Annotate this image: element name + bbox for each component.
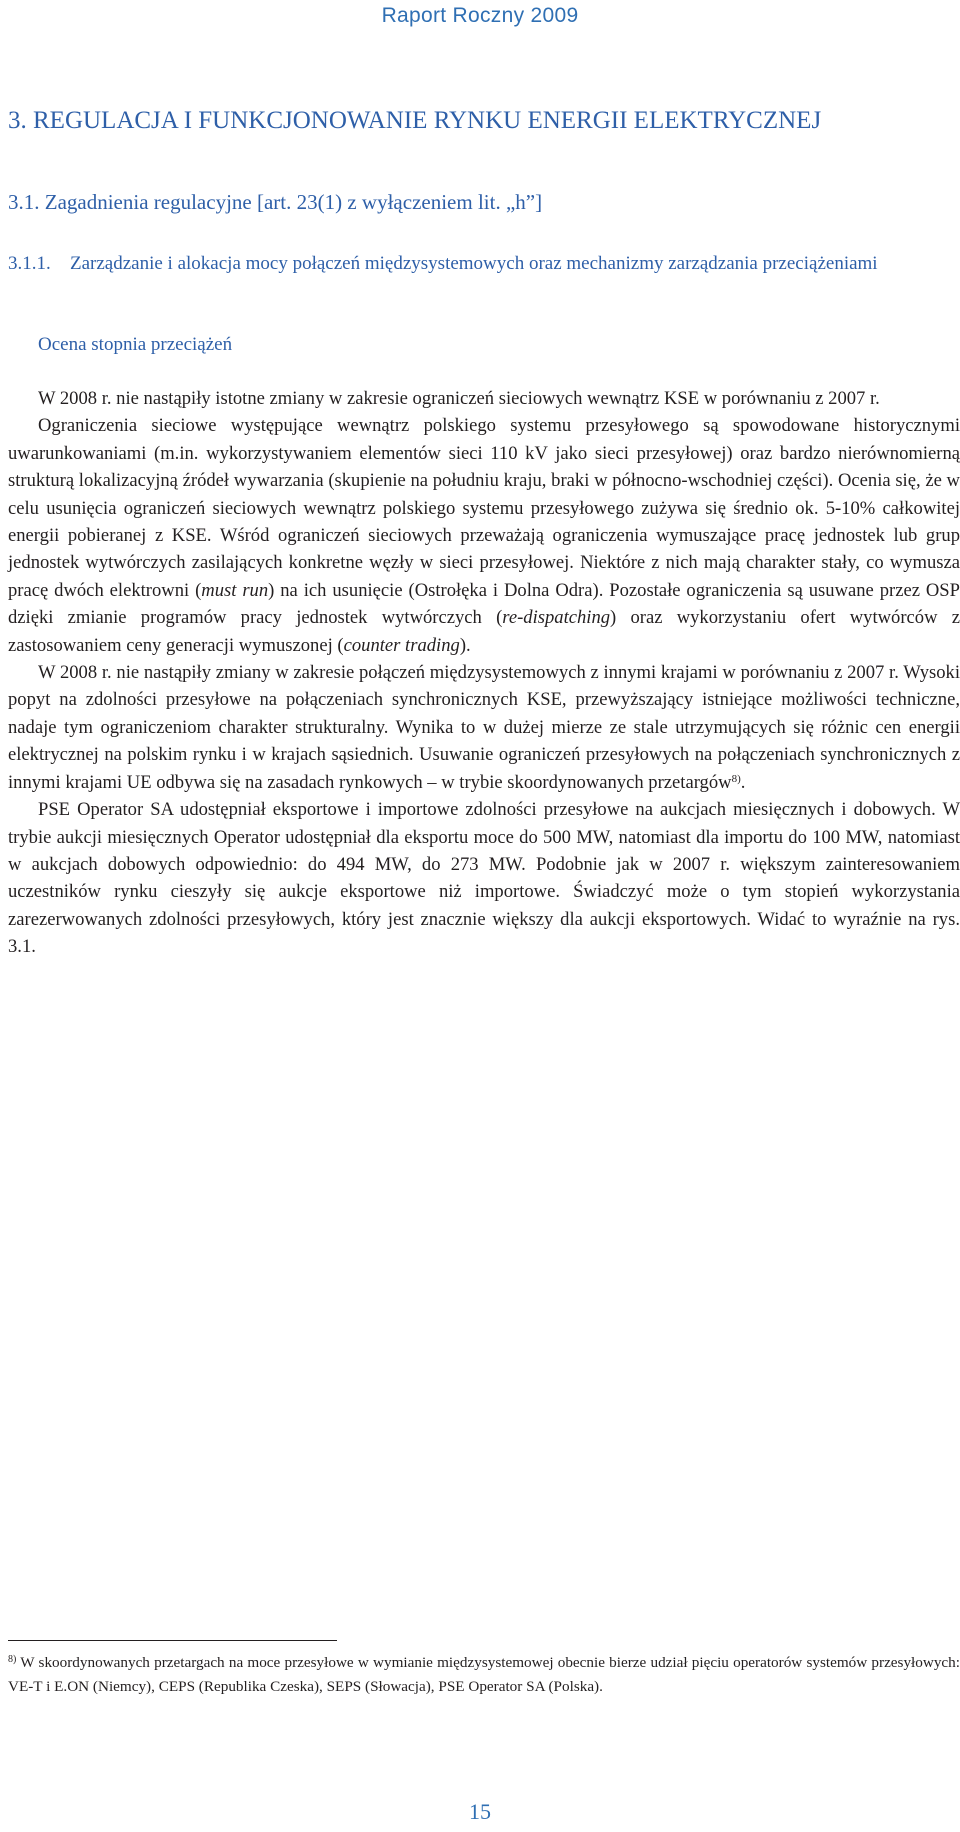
paragraph-2-part-a: Ograniczenia sieciowe występujące wewnątrz polskiego systemu przesyłowego są spowodowane historycznymi uwarunkowaniami (m.in. wykorzystywaniem elementów sieci 110 kV jako sieci przesyłowej) oraz bardzo nierównomierną strukturą lokalizacyjną źródeł wywarzania (skupienie na południu kraju, braki w północno-wschodniej części). Ocenia się, że w celu usunięcia ograniczeń sieciowych wewnątrz polskiego systemu przesyłowego zużywa się średnio ok. 5-10% całkowitej energii pobieranej z KSE. Wśród ograniczeń sieciowych przeważają ograniczenia wymuszające pracę jednostek lub grup jednostek wytwórczych zasilających konkretne węzły w sieci przesyłowej. Niektóre z nich mają charakter stały, co wymusza pracę dwóch elektrowni ( [8, 415, 960, 601]
subheading: Ocena stopnia przeciążeń [38, 334, 233, 355]
footnote-mark [8, 1651, 16, 1675]
paragraph-2 [8, 412, 960, 659]
subsection-heading [8, 250, 938, 278]
paragraph-3-end: . [740, 771, 746, 793]
paragraph-2-part-d: ). [459, 634, 471, 656]
page-number: 15 [469, 1799, 491, 1824]
running-header: Raport Roczny 2009 [381, 4, 579, 27]
section-heading: 3.1. Zagadnienia regulacyjne [art. 23(1) z wyłączeniem lit. „h”] [8, 190, 543, 214]
paragraph-2-part-b: ) na ich usunięcie (Ostrołęka i Dolna Odra). Pozostałe ograniczenia są usuwane przez OSP dzięki zmianie programów pracy jednostek wytwórczych ( [8, 579, 960, 629]
footnote-mark-number: 8) [8, 1654, 17, 1665]
paragraph-3 [8, 659, 960, 796]
paragraph-1: W 2008 r. nie nastąpiły istotne zmiany w zakresie ograniczeń sieciowych wewnątrz KSE w porównaniu z 2007 r. [38, 388, 880, 409]
paragraph-4: PSE Operator SA udostępniał eksportowe i importowe zdolności przesyłowe na aukcjach miesięcznych i dobowych. W trybie aukcji miesięcznych Operator udostępniał dla eksportu moce do 500 MW, natomiast dla importu do 100 MW, natomiast w aukcjach dobowych odpowiednio: do 494 MW, do 273 MW. Podobnie jak w 2007 r. większym zainteresowaniem uczestników rynku cieszyły się aukcje eksportowe niż importowe. Świadczyć może o tym stopień wykorzystania zarezerwowanych zdolności przesyłowych, który jest znacznie większy dla aukcji eksportowych. Widać to wyraźnie na rys. 3.1. [8, 799, 960, 958]
body-text [8, 385, 960, 961]
footnote-reference[interactable]: 8) [731, 772, 741, 785]
paragraph-3-text: W 2008 r. nie nastąpiły zmiany w zakresie połączeń międzysystemowych z innymi krajami w porównaniu z 2007 r. Wysoki popyt na zdolności przesyłowe na połączeniach synchronicznych KSE, przewyższający istniejące możliwości techniczne, nadaje tym ograniczeniom charakter strukturalny. Wynika to w dużej mierze ze stale utrzymujących się różnic cen energii elektrycznej na polskim rynku i w krajach sąsiednich. Usuwanie ograniczeń przesyłowych na połączeniach synchronicznych z innymi krajami UE odbywa się na zasadach rynkowych – w trybie skoordynowanych przetargów [8, 662, 960, 793]
footnote-separator [8, 1640, 337, 1641]
paragraph-2-part-c: ) oraz wykorzystaniu ofert wytwórców z zastosowaniem ceny generacji wymuszonej ( [8, 607, 960, 656]
term-must-run: must run [201, 579, 269, 601]
term-re-dispatching: re-dispatching [502, 607, 611, 629]
term-counter-trading: counter trading [343, 634, 460, 656]
footnote [8, 1651, 960, 1699]
chapter-heading: 3. REGULACJA I FUNKCJONOWANIE RYNKU ENERGII ELEKTRYCZNEJ [8, 107, 822, 134]
subsection-number: 3.1.1. [8, 253, 51, 274]
footnote-text: W skoordynowanych przetargach na moce przesyłowe w wymianie międzysystemowej obecnie bierze udział pięciu operatorów systemów przesyłowych: VE-T i E.ON (Niemcy), CEPS (Republika Czeska), SEPS (Słowacja), PSE Operator SA (Polska). [8, 1654, 960, 1695]
subsection-title: Zarządzanie i alokacja mocy połączeń międzysystemowych oraz mechanizmy zarządzania przeciążeniami [70, 253, 878, 274]
